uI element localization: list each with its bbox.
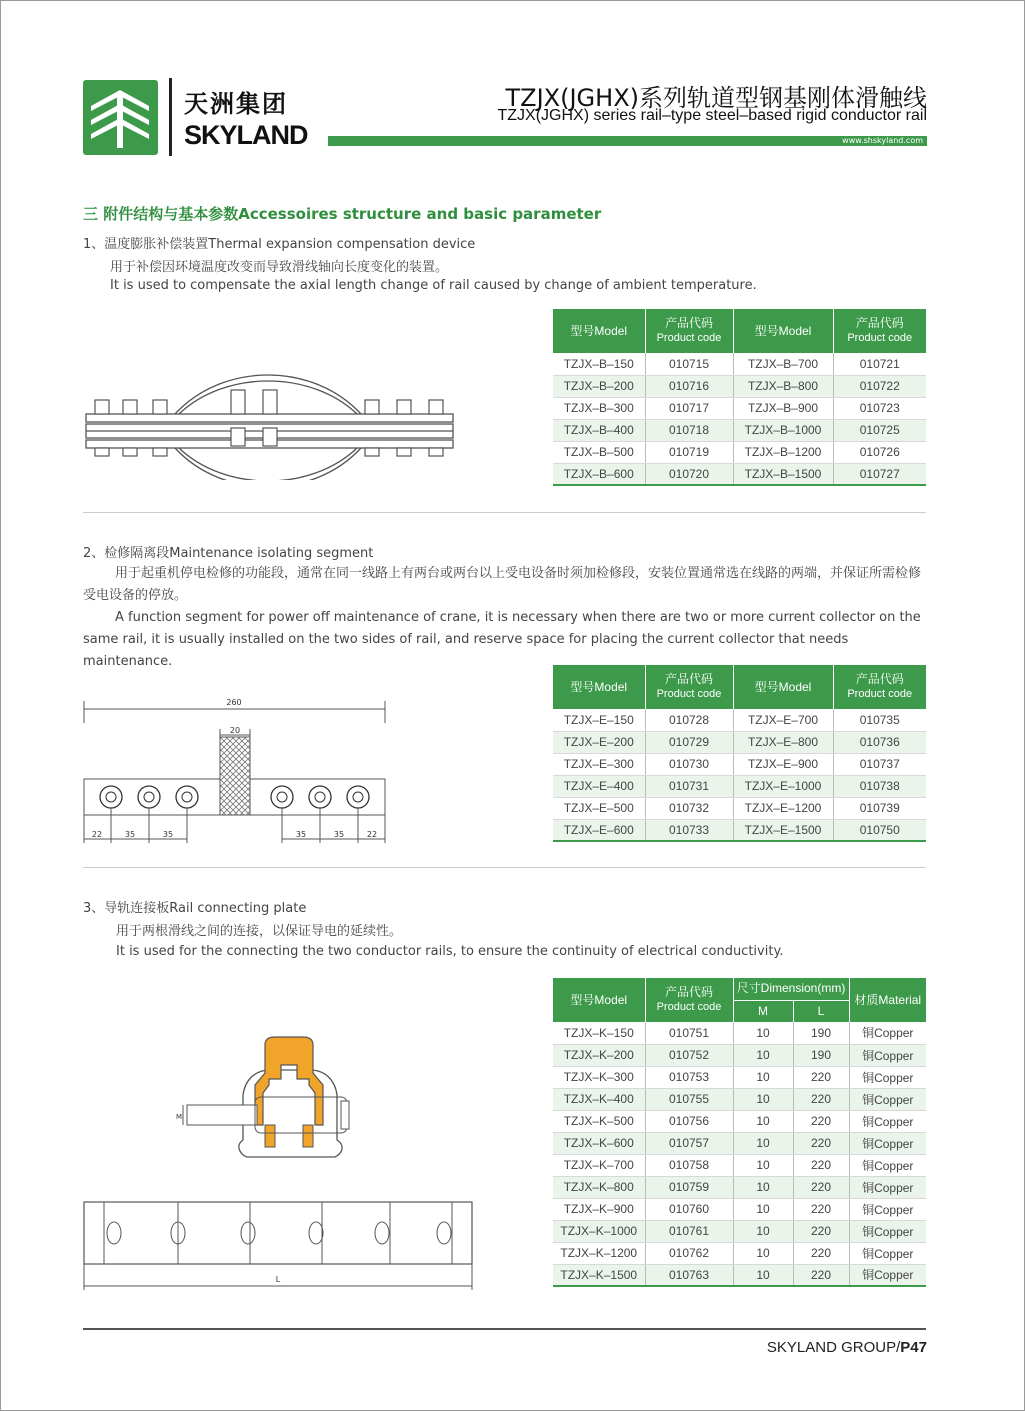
table-cell: 010757 — [645, 1132, 733, 1154]
table-cell: 220 — [793, 1110, 849, 1132]
table-cell: TZJX–K–700 — [553, 1154, 645, 1176]
skyland-logo-icon — [83, 80, 158, 155]
table-cell: TZJX–E–1200 — [733, 797, 833, 819]
table-cell: TZJX–B–200 — [553, 375, 645, 397]
section-title: 三 附件结构与基本参数Accessoires structure and basic parameter — [83, 205, 602, 223]
table-cell: 010738 — [833, 775, 926, 797]
table-cell: TZJX–K–1500 — [553, 1264, 645, 1286]
table-cell: 010729 — [645, 731, 733, 753]
table-cell: TZJX–E–400 — [553, 775, 645, 797]
table-cell: 铜Copper — [849, 1176, 926, 1198]
table-cell: TZJX–B–700 — [733, 353, 833, 375]
col-product-code: 产品代码 Product code — [645, 978, 733, 1022]
table-cell: 010717 — [645, 397, 733, 419]
table-cell: TZJX–K–300 — [553, 1066, 645, 1088]
table-cell: 220 — [793, 1066, 849, 1088]
table-cell: TZJX–E–600 — [553, 819, 645, 841]
col-product-code: 产品代码 Product code — [645, 665, 733, 709]
footer-group: SKYLAND GROUP/ — [766, 1339, 901, 1356]
header-bar — [328, 136, 927, 146]
table-cell: TZJX–E–900 — [733, 753, 833, 775]
col-dim-m: M — [733, 1000, 793, 1022]
isolating-segment-drawing — [80, 693, 392, 845]
table-cell: 010732 — [645, 797, 733, 819]
col-product-code: 产品代码 Product code — [833, 309, 926, 353]
table-cell: 铜Copper — [849, 1022, 926, 1044]
col-dim-l: L — [793, 1000, 849, 1022]
table-cell: 010737 — [833, 753, 926, 775]
rail-connecting-plate-top-drawing — [80, 1198, 480, 1294]
table-cell: 010761 — [645, 1220, 733, 1242]
page-number: P47 — [900, 1339, 927, 1356]
table-cell: 010718 — [645, 419, 733, 441]
table-cell: 10 — [733, 1154, 793, 1176]
table-cell: TZJX–E–500 — [553, 797, 645, 819]
table-cell: 010721 — [833, 353, 926, 375]
table-cell: 220 — [793, 1264, 849, 1286]
table-cell: 铜Copper — [849, 1110, 926, 1132]
col-product-code: 产品代码 Product code — [645, 309, 733, 353]
table-cell: TZJX–E–1000 — [733, 775, 833, 797]
website-url: www.shskyland.com — [842, 136, 923, 145]
table-cell: TZJX–K–1000 — [553, 1220, 645, 1242]
table-cell: TZJX–E–300 — [553, 753, 645, 775]
table-row — [553, 709, 926, 731]
table-cell: 010719 — [645, 441, 733, 463]
table-row — [553, 1154, 926, 1176]
table-cell: 10 — [733, 1264, 793, 1286]
page-title-cn: TZJX(JGHX)系列轨道型钢基刚体滑触线 — [505, 84, 927, 112]
table-cell: 铜Copper — [849, 1154, 926, 1176]
table-cell: 010750 — [833, 819, 926, 841]
logo-chinese-name: 天洲集团 — [184, 90, 288, 118]
item1-desc-cn: 用于补偿因环境温度改变而导致滑线轴向长度变化的装置。 — [110, 260, 449, 275]
table-cell: 010715 — [645, 353, 733, 375]
table-cell: 010759 — [645, 1176, 733, 1198]
section-divider — [83, 512, 926, 513]
table-cell: TZJX–K–600 — [553, 1132, 645, 1154]
table-cell: TZJX–E–150 — [553, 709, 645, 731]
col-material: 材质Material — [849, 978, 926, 1022]
table-cell: 铜Copper — [849, 1044, 926, 1066]
table-row — [553, 419, 926, 441]
item2-heading: 2、检修隔离段Maintenance isolating segment — [83, 546, 374, 561]
rail-connecting-plate-table — [553, 978, 926, 1287]
table-row — [553, 1132, 926, 1154]
page-title-en: TZJX(JGHX) series rail–type steel–based rigid conductor rail — [497, 107, 927, 124]
item1-heading: 1、温度膨胀补偿装置Thermal expansion compensation device — [83, 237, 476, 252]
table-cell: 010722 — [833, 375, 926, 397]
table-cell: TZJX–B–1500 — [733, 463, 833, 485]
table-row — [553, 1220, 926, 1242]
table-cell: TZJX–E–1500 — [733, 819, 833, 841]
table-cell: 220 — [793, 1242, 849, 1264]
table-cell: 10 — [733, 1044, 793, 1066]
table-row — [553, 1242, 926, 1264]
col-model: 型号Model — [553, 665, 645, 709]
table-cell: 010756 — [645, 1110, 733, 1132]
table-cell: TZJX–E–700 — [733, 709, 833, 731]
table-cell: TZJX–K–800 — [553, 1176, 645, 1198]
table-cell: 10 — [733, 1088, 793, 1110]
table-cell: 10 — [733, 1132, 793, 1154]
table-cell: 010736 — [833, 731, 926, 753]
table-cell: 010762 — [645, 1242, 733, 1264]
table-cell: TZJX–K–200 — [553, 1044, 645, 1066]
table-cell: TZJX–K–150 — [553, 1022, 645, 1044]
table-cell: 铜Copper — [849, 1066, 926, 1088]
table-cell: TZJX–E–200 — [553, 731, 645, 753]
table-cell: 铜Copper — [849, 1088, 926, 1110]
table-cell: 190 — [793, 1022, 849, 1044]
table-cell: 010753 — [645, 1066, 733, 1088]
table-cell: TZJX–K–400 — [553, 1088, 645, 1110]
table-cell: 010755 — [645, 1088, 733, 1110]
table-row — [553, 441, 926, 463]
table-row — [553, 463, 926, 485]
table-cell: 220 — [793, 1088, 849, 1110]
item2-desc-cn: 用于起重机停电检修的功能段，通常在同一线路上有两台或两台以上受电设备时须加检修段，安装位置通常选在线路的两端，并保证所需检修受电设备的停放。 — [83, 566, 922, 603]
table-cell: 010739 — [833, 797, 926, 819]
dim-gap-label: 20 — [229, 726, 241, 735]
table-row — [553, 1066, 926, 1088]
dim-label: 22 — [366, 830, 378, 839]
table-cell: TZJX–B–1000 — [733, 419, 833, 441]
isolating-segment-table — [553, 665, 926, 842]
table-row — [553, 397, 926, 419]
table-cell: 010751 — [645, 1022, 733, 1044]
table-cell: 010720 — [645, 463, 733, 485]
table-row — [553, 1264, 926, 1286]
table-cell: 220 — [793, 1220, 849, 1242]
table-cell: 10 — [733, 1242, 793, 1264]
item1-desc-en: It is used to compensate the axial length change of rail caused by change of ambient temperature. — [110, 278, 757, 293]
logo-divider — [169, 78, 172, 156]
dim-label: 35 — [162, 830, 174, 839]
dim-label: 35 — [333, 830, 345, 839]
table-cell: 010752 — [645, 1044, 733, 1066]
rail-connecting-plate-section-drawing — [165, 1035, 365, 1175]
table-cell: 10 — [733, 1176, 793, 1198]
footer-divider — [83, 1328, 926, 1330]
col-model: 型号Model — [733, 665, 833, 709]
table-cell: TZJX–B–600 — [553, 463, 645, 485]
table-cell: 010758 — [645, 1154, 733, 1176]
table-cell: 190 — [793, 1044, 849, 1066]
table-cell: 010730 — [645, 753, 733, 775]
dim-label: 35 — [295, 830, 307, 839]
table-cell: TZJX–K–1200 — [553, 1242, 645, 1264]
table-cell: 010731 — [645, 775, 733, 797]
table-cell: 10 — [733, 1220, 793, 1242]
table-cell: 010727 — [833, 463, 926, 485]
item3-heading: 3、导轨连接板Rail connecting plate — [83, 901, 307, 916]
table-cell: 010760 — [645, 1198, 733, 1220]
table-cell: TZJX–B–500 — [553, 441, 645, 463]
table-cell: 铜Copper — [849, 1132, 926, 1154]
dim-l-label: L — [275, 1275, 281, 1284]
dim-label: 22 — [91, 830, 103, 839]
item3-desc-cn: 用于两根滑线之间的连接，以保证导电的延续性。 — [116, 924, 403, 939]
col-product-code: 产品代码 Product code — [833, 665, 926, 709]
dim-m-label: M — [175, 1113, 183, 1121]
col-model: 型号Model — [553, 309, 645, 353]
table-cell: 铜Copper — [849, 1242, 926, 1264]
table-row — [553, 1022, 926, 1044]
table-cell: 铜Copper — [849, 1220, 926, 1242]
table-cell: TZJX–K–900 — [553, 1198, 645, 1220]
col-model: 型号Model — [733, 309, 833, 353]
table-cell: TZJX–B–900 — [733, 397, 833, 419]
table-row — [553, 731, 926, 753]
table-cell: TZJX–K–500 — [553, 1110, 645, 1132]
table-cell: 铜Copper — [849, 1264, 926, 1286]
table-row — [553, 1110, 926, 1132]
table-cell: 10 — [733, 1110, 793, 1132]
col-dimension: 尺寸Dimension(mm) — [733, 978, 849, 1000]
table-cell: 010728 — [645, 709, 733, 731]
col-model: 型号Model — [553, 978, 645, 1022]
thermal-expansion-device-drawing — [83, 368, 458, 480]
dim-label: 35 — [124, 830, 136, 839]
table-cell: 010726 — [833, 441, 926, 463]
footer-page-label — [767, 1339, 927, 1356]
table-cell: TZJX–B–1200 — [733, 441, 833, 463]
table-row — [553, 353, 926, 375]
table-cell: 10 — [733, 1198, 793, 1220]
table-cell: 220 — [793, 1154, 849, 1176]
table-row — [553, 375, 926, 397]
table-row — [553, 1044, 926, 1066]
table-cell: 220 — [793, 1198, 849, 1220]
table-cell: 010763 — [645, 1264, 733, 1286]
thermal-device-table — [553, 309, 926, 486]
table-cell: 010733 — [645, 819, 733, 841]
table-cell: 010735 — [833, 709, 926, 731]
table-cell: 10 — [733, 1066, 793, 1088]
table-cell: 220 — [793, 1132, 849, 1154]
item2-desc-en: A function segment for power off maintenance of crane, it is necessary when there are two or more current collector on the same rail, it is usually installed on the two sides of rail, and reserve space for placing the current collector that needs maintenance. — [83, 610, 921, 669]
table-row — [553, 1176, 926, 1198]
table-cell: TZJX–B–300 — [553, 397, 645, 419]
table-row — [553, 1088, 926, 1110]
table-row — [553, 819, 926, 841]
table-row — [553, 775, 926, 797]
table-cell: 010723 — [833, 397, 926, 419]
table-cell: 220 — [793, 1176, 849, 1198]
table-cell: 010716 — [645, 375, 733, 397]
table-cell: 10 — [733, 1022, 793, 1044]
table-cell: TZJX–B–400 — [553, 419, 645, 441]
dim-total-label: 260 — [226, 698, 242, 707]
table-cell: TZJX–B–800 — [733, 375, 833, 397]
section-divider — [83, 867, 926, 868]
logo-english-name: SKYLAND — [184, 120, 308, 150]
table-row — [553, 1198, 926, 1220]
table-row — [553, 753, 926, 775]
table-cell: TZJX–E–800 — [733, 731, 833, 753]
table-row — [553, 797, 926, 819]
item3-desc-en: It is used for the connecting the two conductor rails, to ensure the continuity of electrical conductivity. — [116, 944, 784, 959]
table-cell: 010725 — [833, 419, 926, 441]
table-cell: 铜Copper — [849, 1198, 926, 1220]
table-cell: TZJX–B–150 — [553, 353, 645, 375]
